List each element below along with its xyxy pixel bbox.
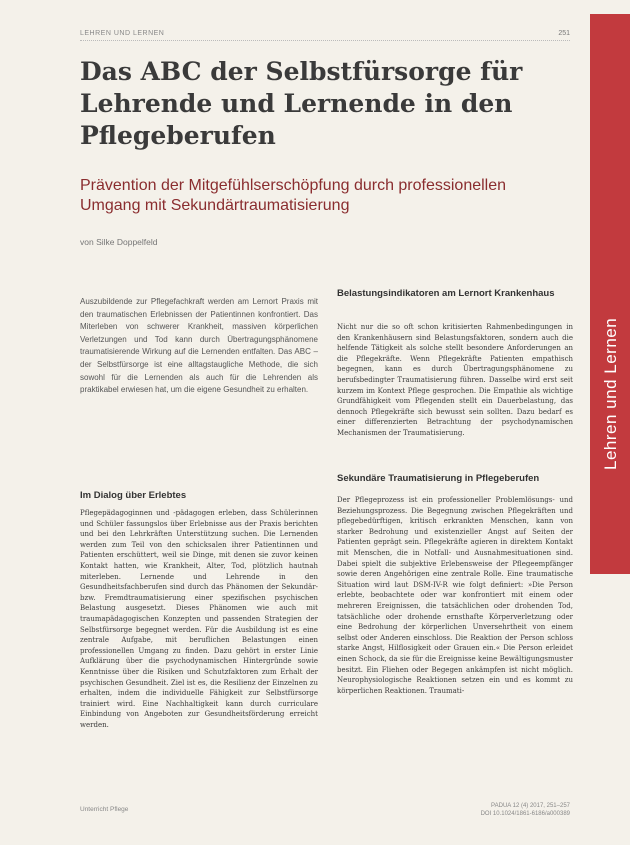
page-number: 251 xyxy=(558,30,570,37)
footer-citation-line2: DOI 10.1024/1861-6186/a000389 xyxy=(480,811,570,817)
section-heading-traumatization: Sekundäre Traumatisierung in Pflegeberufen xyxy=(337,473,540,484)
running-header: LEHREN UND LERNEN xyxy=(80,30,165,37)
article-author: von Silke Doppelfeld xyxy=(80,237,158,247)
article-lead: Auszubildende zur Pflegefachkraft werden am Lernort Praxis mit den traumatischen Erlebnissen der Patientinnen konfrontiert. Das Miterleben von schwerer Krankheit, massiven körperlichen Verletzungen und Tod kann durch Übertragungsphänomene traumatisierende Wirkung auf die Lernenden entfalten. Das ABC – der Selbstfürsorge ist eine alltagstaugliche Methode, die sich sowohl für die Lernenden als auch für die Lehrenden als praktikabel erwiesen hat, um die eigene Gesundheit zu erhalten. xyxy=(80,297,318,395)
footer-citation xyxy=(481,802,570,818)
article-subtitle: Prävention der Mitgefühlserschöpfung durch professionellen Umgang mit Sekundärtraumatisierung xyxy=(80,177,507,214)
section-body-dialog: Pflegepädagoginnen und -pädagogen erleben, dass Schülerinnen und Schüler fassungslos über Erlebnisse aus der Praxis berichten und bei den Lehrkräften Unterstützung suchen. Die Lernenden werden zum Teil von den schicksalen ihrer Patientinnen und Patienten erschüttert, weil sie Dinge, mit denen sie zuvor keinen Kontakt hatten, wie Krankheit, Alter, Tod, plötzlich hautnah miterleben. Lernende und Lehrende in den Gesundheitsfachberufen sind durch das Phänomen der Sekundär- bzw. Fremdtraumatisierung einer spezifischen psychischen Belastung ausgesetzt. Dieses Phänomen wie auch mit traumapädagogischen Konzepten und passenden Strategien der Selbstfürsorge begegnet werden. Für die Ausbildung ist es eine zentrale Aufgabe, mit beruflichen Belastungen einen professionellen Umgang zu finden. Dazu gehört in erster Linie Aufklärung über die psychodynamischen Hintergründe sowie Kenntnisse über die Risiken und Schutzfaktoren zum Erhalt der psychischen Gesundheit. Ziel ist es, die Resilienz der Einzelnen zu erhalten, indem die individuelle Fähigkeit zur Selbstfürsorge trainiert wird. Eine Nachhaltigkeit kann durch curriculare Einbindung von Angeboten zur Gesundheitsförderung erreicht werden. xyxy=(80,509,318,729)
header-divider xyxy=(80,40,570,41)
footer-journal: Unterricht Pflege xyxy=(80,806,129,813)
section-body-indicators: Nicht nur die so oft schon kritisierten Rahmenbedingungen in den Krankenhäusern sind Belastungsfaktoren, sondern auch die helfende Tätigkeit als solche stellt besondere Anforderungen an die Pflegekräfte. Wenn Pflegekräfte Patienten empathisch begegnen, kann es durch Übertragungsphänomene zu berufsbedingter Traumatisierung führen. Dasselbe wird erst seit kurzem im Kontext Pflege gesprochen. Die Empathie als wichtige Grundfähigkeit vom Pflegenden stellt ein Dauerbelastung, das dennoch Pflegekräfte sich bewusst sein sollten. Dazu bedarf es einer differenzierten Betrachtung der psychodynamischen Mechanismen der Traumatisierung. xyxy=(337,323,573,437)
section-heading-dialog: Im Dialog über Erlebtes xyxy=(80,490,187,501)
section-body-traumatization: Der Pflegeprozess ist ein professioneller Problemlösungs- und Beziehungsprozess. Die Begegnung zwischen Pflegekräften und pflegebedürftigen, kritisch erkrankten Menschen, kann von starker Bedrohung und existenzieller Angst auf Seiten der Patienten geprägt sein. Pflegekräfte agieren in direktem Kontakt mit Menschen, die in Notfall- und Ausnahmesituationen sind. Dabei spielt die subjektive Erlebensweise der Pflegeempfänger sowie deren Angehörigen eine zentrale Rolle. Eine traumatische Situation wird laut DSM-IV-R wie folgt definiert: »Die Person erlebte, beobachtete oder war konfrontiert mit einem oder mehreren Ereignissen, die tatsächlichen oder drohenden Tod, tatsächliche oder drohende ernsthafte Körperverletzung oder eine Bedrohung der körperlichen Unversehrtheit von einem selbst oder Anderen einschloss. Die Reaktion der Person schloss starke Angst, Hilflosigkeit oder Grauen ein.« Die Person erleidet einen Schock, da sie für die Ereignisse keine Bewältigungsmuster besitzt. Ein Fliehen oder Begegen ankämpfen ist nicht möglich. Neurophysiologische Reaktionen setzen ein und es kommt zu körperlichen Reaktionen. Traumati- xyxy=(337,496,573,695)
section-heading-indicators: Belastungsindikatoren am Lernort Krankenhaus xyxy=(337,288,555,299)
section-side-tab-label: Lehren und Lernen xyxy=(601,317,620,470)
article-title: Das ABC der Selbstfürsorge für Lehrende und Lernende in den Pflegeberufen xyxy=(80,57,523,150)
footer-citation-line1: PADUA 12 (4) 2017, 251–257 xyxy=(491,803,570,809)
